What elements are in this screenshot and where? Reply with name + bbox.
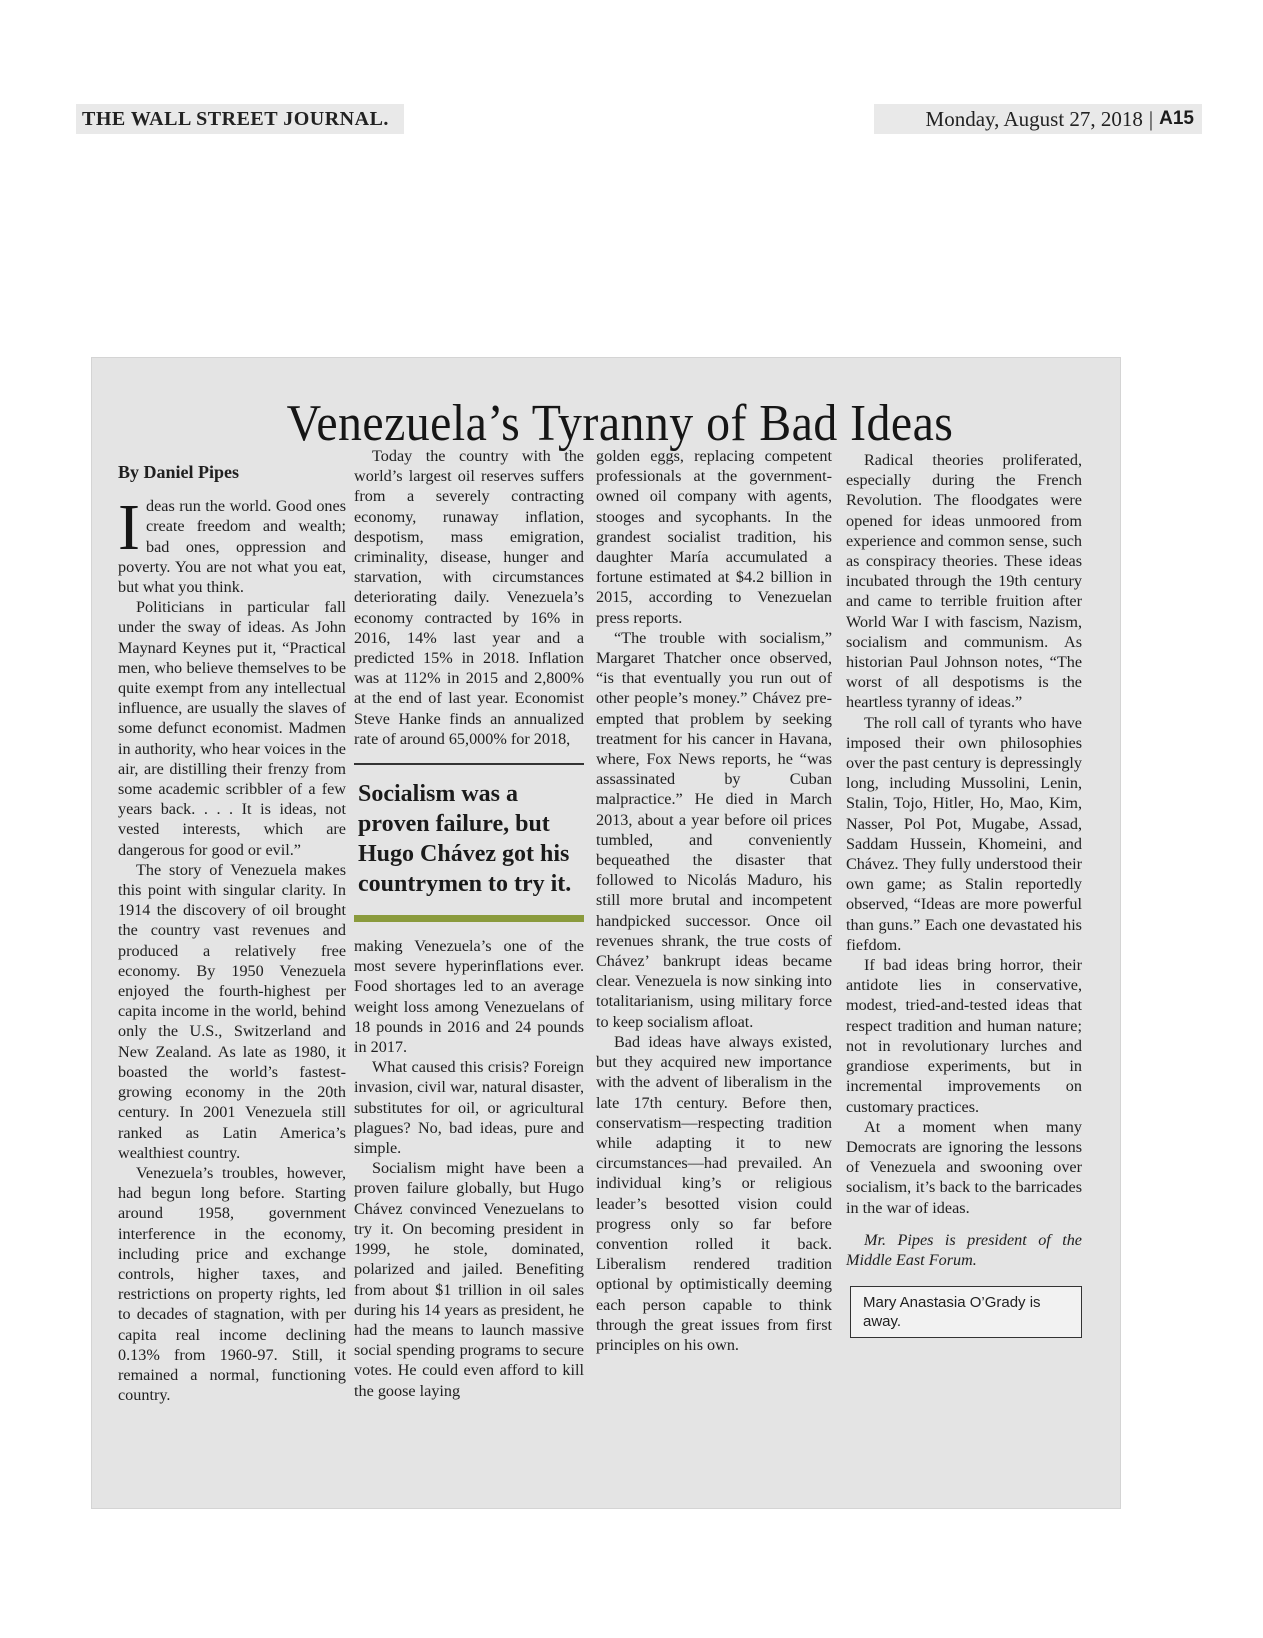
page-number: A15 bbox=[1159, 108, 1194, 129]
byline: By Daniel Pipes bbox=[118, 462, 240, 482]
article-headline: Venezuela’s Tyranny of Bad Ideas bbox=[286, 395, 954, 452]
paragraph: Socialism might have been a proven failure globally, but Hugo Chávez convinced Venezuelans to try it. On becoming president in 1999, he stole, dominated, polarized and jailed. Benefiting from about $1 trillion in oil sales during his 14 years as president, he had the means to launch massive social spending programs to secure votes. He could even afford to kill the goose laying bbox=[354, 1159, 584, 1400]
article-column-4 bbox=[846, 450, 1082, 1338]
publication-name: THE WALL STREET JOURNAL. bbox=[82, 107, 389, 130]
paragraph: Bad ideas have always existed, but they acquired new importance with the advent of liberalism in the late 17th century. Before then, conservatism—respecting tradition while adapting it to new circumstances—had prevailed. An individual king’s or religious leader’s besotted vision could progress only so far before convention rolled it back. Liberalism rendered tradition optional by optimistically deeming each person capable to think through the great issues from first principles on his own. bbox=[596, 1032, 832, 1354]
pullquote-bottom-rule bbox=[354, 915, 584, 922]
paragraph: If bad ideas bring horror, their antidote lies in conservative, modest, tried-and-tested ideas that respect tradition and human nature; not in revolutionary lurches and grandiose experiments, but in incremental improvements on customary practices. bbox=[846, 956, 1082, 1116]
columnist-away-note: Mary Anastasia O’Grady is away. bbox=[850, 1286, 1082, 1338]
paragraph-text: deas run the world. Good ones create freedom and wealth; bad ones, oppression and poverty. You are not what you eat, but what you think. bbox=[118, 497, 346, 597]
paragraph: making Venezuela’s one of the most severe hyperinflations ever. Food shortages led to an average weight loss among Venezuelans of 18 pounds in 2016 and 24 pounds in 2017. bbox=[354, 937, 584, 1057]
pullquote: Socialism was a proven failure, but Hugo Chávez got his countrymen to try it. bbox=[358, 781, 572, 898]
paragraph: What caused this crisis? Foreign invasion, civil war, natural disaster, substitutes for oil, or agricultural plagues? No, bad ideas, pure and simple. bbox=[354, 1058, 584, 1158]
date-page-separator: | bbox=[1148, 106, 1154, 131]
article-column-2 bbox=[354, 446, 584, 1401]
drop-cap: I bbox=[118, 491, 140, 565]
paragraph: Radical theories proliferated, especially during the French Revolution. The floodgates were opened for ideas unmoored from experience and common sense, such as conspiracy theories. These ideas incubated through the 19th century and came to terrible fruition after World War I with fascism, Nazism, socialism and communism. As historian Paul Johnson notes, “The worst of all despotisms is the heartless tyranny of ideas.” bbox=[846, 451, 1082, 712]
article-column-1 bbox=[118, 462, 346, 1405]
pullquote-top-rule bbox=[354, 763, 584, 765]
paragraph: Politicians in particular fall under the sway of ideas. As John Maynard Keynes put it, “Practical men, who believe themselves to be quite exempt from any intellectual influence, are usually the slaves of some defunct economist. Madmen in authority, who hear voices in the air, are distilling their frenzy from some academic scribbler of a few years back. . . . It is ideas, not vested interests, which are dangerous for good or evil.” bbox=[118, 598, 346, 859]
paragraph: “The trouble with socialism,” Margaret Thatcher once observed, “is that eventually you run out of other people’s money.” Chávez pre-empted that problem by seeking treatment for his cancer in Havana, where, Fox News reports, he “was assassinated by Cuban malpractice.” He died in March 2013, about a year before oil prices tumbled, and conveniently bequeathed the disaster that followed to Nicolás Maduro, his still more brutal and incompetent handpicked successor. Once oil revenues shrank, the true costs of Chávez’ bankrupt ideas became clear. Venezuela is now sinking into totalitarianism, using military force to keep socialism afloat. bbox=[596, 628, 832, 1031]
paragraph: The story of Venezuela makes this point with singular clarity. In 1914 the discovery of oil brought the country vast revenues and produced a relatively free economy. By 1950 Venezuela enjoyed the fourth-highest per capita income in the world, behind only the U.S., Switzerland and New Zealand. As late as 1980, it boasted the world’s fastest-growing economy in the 20th century. In 2001 Venezuela still ranked as Latin America’s wealthiest country. bbox=[118, 860, 346, 1162]
article-column-3 bbox=[596, 446, 832, 1355]
paragraph: At a moment when many Democrats are ignoring the lessons of Venezuela and swooning over socialism, it’s back to the barricades in the war of ideas. bbox=[846, 1117, 1082, 1217]
paragraph bbox=[118, 491, 346, 597]
paragraph: Today the country with the world’s largest oil reserves suffers from a severely contracting economy, runaway inflation, despotism, mass emigration, criminality, disease, hunger and starvation, with circumstances deteriorating daily. Venezuela’s economy contracted by 16% in 2016, 14% last year and a predicted 15% in 2018. Inflation was at 112% in 2015 and 2,800% at the end of last year. Economist Steve Hanke finds an annualized rate of around 65,000% for 2018, bbox=[354, 447, 584, 748]
paragraph: golden eggs, replacing competent professionals at the government-owned oil company with agents, stooges and sycophants. In the grandest socialist tradition, his daughter María accumulated a fortune estimated at $4.2 billion in 2015, according to Venezuelan press reports. bbox=[596, 447, 832, 627]
publication-date: Monday, August 27, 2018 bbox=[925, 106, 1143, 131]
author-bio: Mr. Pipes is president of the Middle East Forum. bbox=[846, 1230, 1082, 1269]
masthead-publication-strip bbox=[76, 104, 404, 134]
masthead-date-strip bbox=[874, 104, 1202, 134]
paragraph: The roll call of tyrants who have imposed their own philosophies over the past century is depressingly long, including Mussolini, Lenin, Stalin, Tojo, Hitler, Ho, Mao, Kim, Nasser, Pol Pot, Mugabe, Assad, Saddam Hussein, Khomeini, and Chávez. They fully understood their own game; as Stalin reportedly observed, “Ideas are more powerful than guns.” Each one devastated his fiefdom. bbox=[846, 713, 1083, 954]
paragraph: Venezuela’s troubles, however, had begun long before. Starting around 1958, government interference in the economy, including price and exchange controls, higher taxes, and restrictions on property rights, led to decades of stagnation, with per capita real income declining 0.13% from 1960-97. Still, it remained a normal, functioning country. bbox=[118, 1163, 346, 1405]
